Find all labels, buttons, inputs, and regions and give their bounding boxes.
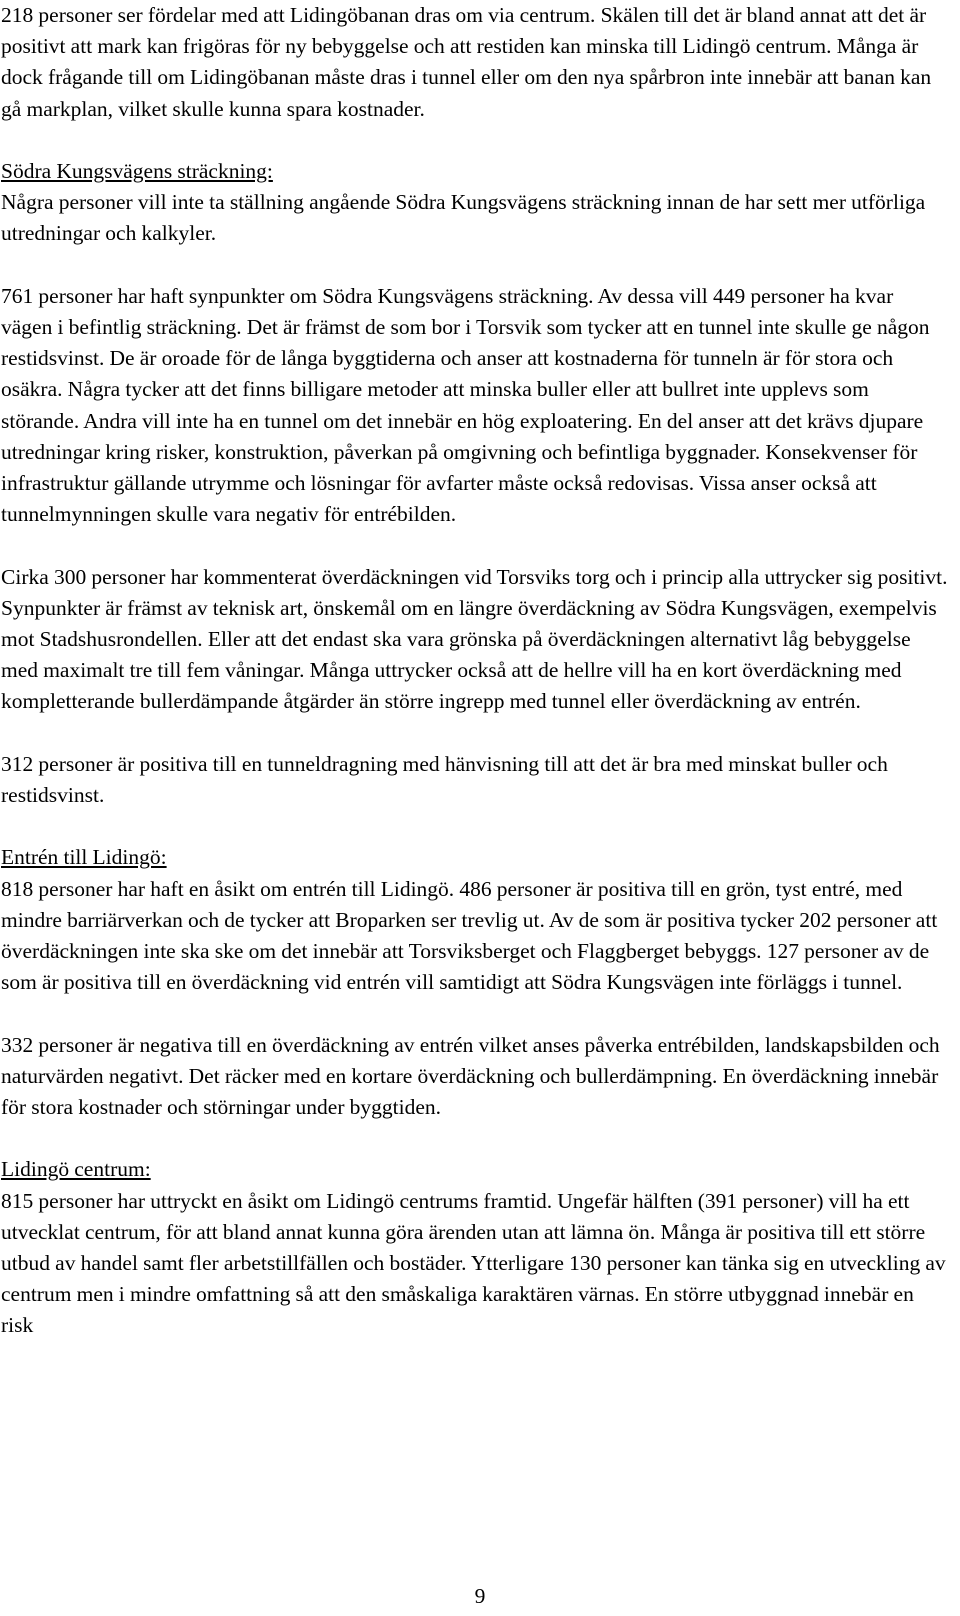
section-entren-lidingo [1, 842, 949, 1123]
section-heading-sodra-kungsvagen: Södra Kungsvägens sträckning: [1, 159, 273, 183]
paragraph-lidingobanan: 218 personer ser fördelar med att Lidingöbanan dras om via centrum. Skälen till det är bland annat att det är positivt att mark kan frigöras för ny bebyggelse och att restiden kan minska till Lidingö centrum. Många är dock frågande till om Lidingöbanan måste dras i tunnel eller om den nya spårbron inte innebär att banan kan gå markplan, vilket skulle kunna spara kostnader. [1, 3, 932, 121]
paragraph-sodra-2: 761 personer har haft synpunkter om Södra Kungsvägens sträckning. Av dessa vill 449 personer ha kvar vägen i befintlig sträckning. Det är främst de som bor i Torsvik som tycker att en tunnel inte skulle ge någon restidsvinst. De är oroade för de långa byggtiderna och anser att kostnaderna för tunneln är för stora och osäkra. Några tycker att det finns billigare metoder att minska buller eller att bullret inte upplevs som störande. Andra vill inte ha en tunnel om det innebär en hög exploatering. En del anser att det krävs djupare utredningar kring risker, konstruktion, påverkan på omgivning och befintliga byggnader. Konsekvenser för infrastruktur gällande utrymme och lösningar för avfarter måste också redovisas. Vissa anser också att tunnelmynningen skulle vara negativ för entrébilden. [1, 283, 930, 527]
paragraph-entren-2: 332 personer är negativa till en överdäckning av entrén vilket anses påverka entrébilden, landskapsbilden och naturvärden negativt. Det räcker med en kortare överdäckning och bullerdämpning. En överdäckning innebär för stora kostnader och störningar under byggtiden. [1, 1032, 940, 1120]
paragraph-sodra-1: Några personer vill inte ta ställning angående Södra Kungsvägens sträckning innan de har sett mer utförliga utredningar och kalkyler. [1, 190, 926, 246]
section-heading-centrum: Lidingö centrum: [1, 1157, 151, 1182]
page-number: 9 [474, 1584, 486, 1608]
paragraph-sodra-3: Cirka 300 personer har kommenterat överdäckningen vid Torsviks torg och i princip alla uttrycker sig positivt. Synpunkter är främst av teknisk art, önskemål om en längre överdäckning av Södra Kungsvägen, exempelvis mot Stadshusrondellen. Eller att det endast ska vara grönska på överdäckningen alternativt låg bebyggelse med maximalt tre till fem våningar. Många uttrycker också att de hellre vill ha en kort överdäckning med kompletterande bullerdämpande åtgärder än större ingrepp med tunnel eller överdäckning av entrén. [1, 564, 948, 714]
document-body [1, 0, 949, 1342]
section-heading-entren: Entrén till Lidingö: [1, 845, 167, 870]
paragraph-sodra-4: 312 personer är positiva till en tunneldragning med hänvisning till att det är bra med minskat buller och restidsvinst. [1, 751, 888, 808]
section-lidingo-centrum [1, 1154, 949, 1341]
paragraph-centrum-1: 815 personer har uttryckt en åsikt om Lidingö centrums framtid. Ungefär hälften (391 personer) vill ha ett utvecklat centrum, för att bland annat kunna göra ärenden utan att lämna ön. Många är positiva till ett större utbud av handel samt fler arbetstillfällen och bostäder. Ytterligare 130 personer kan tänka sig en utveckling av centrum men i mindre omfattning så att den småskaliga karaktären värnas. En större utbyggnad innebär en risk [1, 1188, 946, 1338]
paragraph-entren-1: 818 personer har haft en åsikt om entrén till Lidingö. 486 personer är positiva till en grön, tyst entré, med mindre barriärverkan och de tycker att Broparken ser trevlig ut. Av de som är positiva tycker 202 personer att överdäckningen inte ska ske om det innebär att Torsviksberget och Flaggberget bebyggs. 127 personer av de som är positiva till en överdäckning vid entrén vill samtidigt att Södra Kungsvägen inte förläggs i tunnel. [1, 876, 938, 995]
section-sodra-kungsvagen [1, 156, 949, 811]
